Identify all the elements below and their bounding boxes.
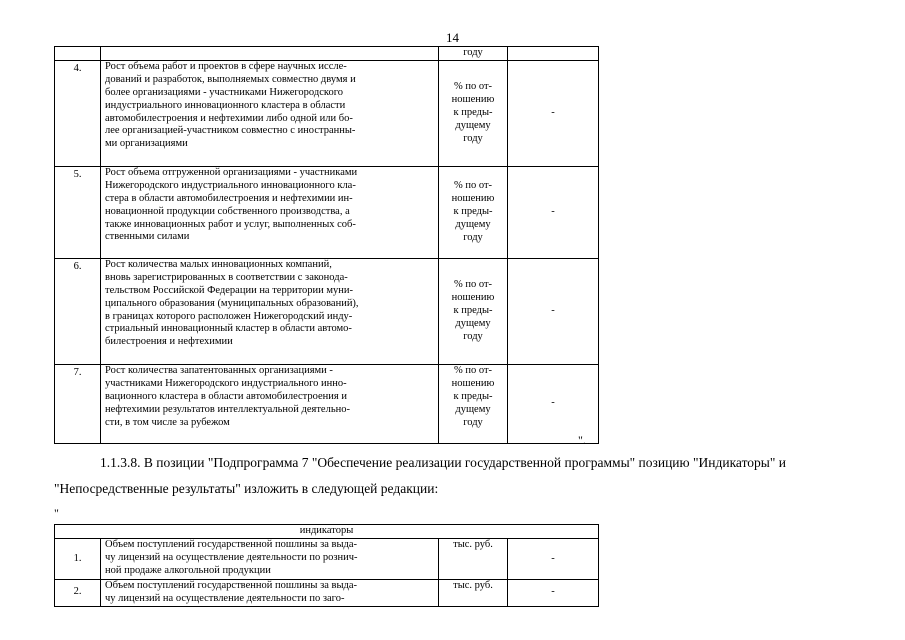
row-value: - xyxy=(508,580,599,607)
row-number: 2. xyxy=(55,580,101,607)
desc-line: стера в области автомобилестроения и нефтехимии ин- xyxy=(105,192,353,204)
unit-line: году xyxy=(463,416,483,428)
unit-line: дущему xyxy=(455,119,491,131)
desc-line: Объем поступлений государственной пошлины за выда- xyxy=(105,539,358,550)
desc-line: чу лицензий на осуществление деятельности по рознич- xyxy=(105,551,358,563)
desc-line: чу лицензий на осуществление деятельности по заго- xyxy=(105,592,345,604)
desc-line: ципального образования (муниципальных образований), xyxy=(105,297,359,309)
row-unit xyxy=(439,258,508,364)
desc-line: Рост объема работ и проектов в сфере научных иссле- xyxy=(105,60,347,72)
desc-line: Рост объема отгруженной организациями - участниками xyxy=(105,166,358,178)
section-title-row xyxy=(55,525,599,539)
opening-quote: " xyxy=(54,506,59,520)
table-row xyxy=(55,580,599,607)
unit-line: году xyxy=(463,132,483,144)
row-value: - xyxy=(508,364,599,443)
unit-line: ношению xyxy=(451,292,495,304)
unit-line: дущему xyxy=(455,403,491,415)
row-description xyxy=(101,580,439,607)
header-cell-desc xyxy=(101,47,439,61)
table-row xyxy=(55,539,599,580)
row-description xyxy=(101,539,439,580)
table-row xyxy=(55,258,599,364)
desc-line: ственными силами xyxy=(105,231,190,243)
header-cell-value xyxy=(508,47,599,61)
desc-line: Рост количества запатентованных организациями - xyxy=(105,364,333,376)
unit-line: дущему xyxy=(455,218,491,230)
unit-line: % по от- xyxy=(453,81,493,93)
row-value: - xyxy=(508,258,599,364)
desc-line: Нижегородского индустриального инновационного кла- xyxy=(105,179,356,191)
unit-line: ношению xyxy=(451,377,495,389)
unit-line: % по от- xyxy=(453,180,493,192)
desc-line: Рост количества малых инновационных компаний, xyxy=(105,258,332,270)
desc-line: вационного кластера в области автомобилестроения и xyxy=(105,390,347,402)
desc-line: участниками Нижегородского индустриального инно- xyxy=(105,377,347,389)
unit-line: году xyxy=(463,330,483,342)
row-unit xyxy=(439,166,508,258)
amendment-paragraph: 1.1.3.8. В позиции "Подпрограмма 7 "Обеспечение реализации государственной программы" позицию "Индикаторы" и "Непосредственные результаты" изложить в следующей редакции: xyxy=(54,455,786,496)
table-row xyxy=(55,60,599,166)
closing-quote: ". xyxy=(578,433,586,447)
row-number: 6. xyxy=(55,258,101,364)
desc-line: индустриального инновационного кластера в области xyxy=(105,99,346,111)
desc-line: Объем поступлений государственной пошлины за выда- xyxy=(105,580,358,591)
row-value: - xyxy=(508,166,599,258)
page-number: 14 xyxy=(446,30,459,45)
table-header-row xyxy=(55,47,599,61)
indicators-table-continued xyxy=(54,46,599,444)
unit-line: году xyxy=(463,231,483,243)
row-description xyxy=(101,364,439,443)
unit-line: % по от- xyxy=(453,279,493,291)
row-number: 4. xyxy=(55,60,101,166)
header-cell-unit: году xyxy=(439,47,508,61)
desc-line: в границах которого расположен Нижегородский инду- xyxy=(105,310,353,322)
row-unit: тыс. руб. xyxy=(439,580,508,607)
row-number: 5. xyxy=(55,166,101,258)
unit-line: ношению xyxy=(451,94,495,106)
unit-line: к преды- xyxy=(453,106,493,118)
desc-line: ной продаже алкогольной продукции xyxy=(105,564,271,576)
unit-line: % по от- xyxy=(453,364,493,376)
unit-line: дущему xyxy=(455,317,491,329)
table-row xyxy=(55,364,599,443)
desc-line: автомобилестроения и нефтехимии либо одной или бо- xyxy=(105,112,353,124)
desc-line: нефтехимии результатов интеллектуальной деятельно- xyxy=(105,403,350,415)
unit-line: к преды- xyxy=(453,390,493,402)
desc-line: вновь зарегистрированных в соответствии с законода- xyxy=(105,271,348,283)
unit-line: к преды- xyxy=(453,304,493,316)
row-number: 7. xyxy=(55,364,101,443)
table-row xyxy=(55,166,599,258)
desc-line: более организациями - участниками Нижегородского xyxy=(105,86,343,98)
indicators-table-new xyxy=(54,524,599,607)
desc-line: сти, в том числе за рубежом xyxy=(105,416,230,428)
row-description xyxy=(101,60,439,166)
row-value: - xyxy=(508,60,599,166)
section-title: индикаторы xyxy=(55,525,599,539)
desc-line: ми организациями xyxy=(105,138,188,150)
desc-line: дований и разработок, выполняемых совместно двумя и xyxy=(105,73,356,85)
row-unit xyxy=(439,364,508,443)
desc-line: тельством Российской Федерации на территории муни- xyxy=(105,284,354,296)
desc-line: стриальный инновационный кластер в области автомо- xyxy=(105,323,352,335)
desc-line: также инновационных работ и услуг, выполненных соб- xyxy=(105,218,356,230)
unit-line: ношению xyxy=(451,193,495,205)
desc-line: лее организацией-участником совместно с иностранны- xyxy=(105,125,356,137)
unit-line: к преды- xyxy=(453,205,493,217)
header-cell-num xyxy=(55,47,101,61)
row-description xyxy=(101,258,439,364)
row-number: 1. xyxy=(55,539,101,580)
row-value: - xyxy=(508,539,599,580)
row-description xyxy=(101,166,439,258)
desc-line: билестроения и нефтехимии xyxy=(105,336,233,348)
row-unit xyxy=(439,60,508,166)
row-unit: тыс. руб. xyxy=(439,539,508,580)
desc-line: новационной продукции собственного производства, а xyxy=(105,205,350,217)
